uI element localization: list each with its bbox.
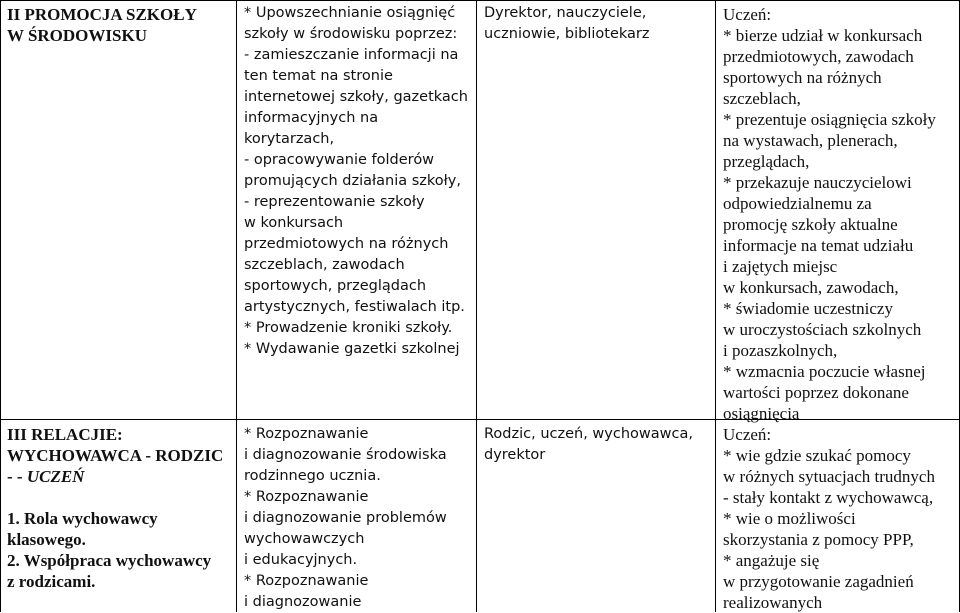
text-line: 2. Współpraca wychowawcy [7, 551, 212, 570]
text-line: ten temat na stronie [244, 68, 393, 84]
text-line: przedmiotowych, zawodach [723, 47, 914, 66]
text-line: 1. Rola wychowawcy [7, 509, 158, 528]
title-prefix: - - [7, 467, 27, 486]
text-line: dyrektor [484, 447, 546, 463]
text-line: * Upowszechnianie osiągnięć [244, 5, 456, 21]
text-line: III RELACJIE: [7, 425, 123, 444]
text-line: W ŚRODOWISKU [7, 26, 147, 45]
text-line: odpowiedzialnemu za [723, 194, 872, 213]
relacje-title-line3 [7, 466, 229, 487]
text-line: z rodzicami. [7, 572, 96, 591]
text-line: - opracowywanie folderów [244, 152, 435, 168]
text-line: - zamieszczanie informacji na [244, 47, 459, 63]
text-line: * świadomie uczestniczy [723, 299, 893, 318]
text-line: * Prowadzenie kroniki szkoły. [244, 320, 453, 336]
text-line: w uroczystościach szkolnych [723, 320, 922, 339]
text-line: - stały kontakt z wychowawcą, [723, 488, 934, 507]
text-line: korytarzach, [244, 131, 335, 147]
text-line: Dyrektor, nauczyciele, [484, 5, 647, 21]
text-line: wychowawczych [244, 531, 365, 547]
title-italic: UCZEŃ [26, 467, 85, 486]
text-line: * angażuje się [723, 551, 820, 570]
text-line: informacyjnych na [244, 110, 379, 126]
text-line: internetowej szkoły, gazetkach [244, 89, 468, 105]
text-line: * wzmacnia poczucie własnej [723, 362, 926, 381]
text-line: i edukacyjnych. [244, 552, 358, 568]
text-line: wartości poprzez dokonane [723, 383, 909, 402]
text-line: i pozaszkolnych, [723, 341, 838, 360]
outcomes-relacje [723, 424, 956, 613]
activities-relacje [244, 424, 469, 613]
text-line: * Rozpoznawanie [244, 489, 369, 505]
text-line: osiągnięcia [723, 404, 800, 423]
text-line: w różnych sytuacjach trudnych [723, 467, 935, 486]
text-line: WYCHOWAWCA - RODZIC [7, 446, 224, 465]
table-border-top [0, 0, 960, 1]
text-line: informacje na temat udziału [723, 236, 914, 255]
text-line: klasowego. [7, 530, 86, 549]
column-divider-3 [715, 0, 716, 612]
text-line: * bierze udział w konkursach [723, 26, 923, 45]
text-line: - reprezentowanie szkoły [244, 194, 425, 210]
text-line: * Rozpoznawanie [244, 573, 369, 589]
section-title-promocja [7, 4, 229, 46]
text-line: sportowych, przeglądach [244, 278, 427, 294]
activities-promocja [244, 3, 469, 360]
text-line: przeglądach, [723, 152, 810, 171]
text-line: realizowanych [723, 593, 823, 612]
section-title-relacje [7, 424, 229, 592]
text-line: * Rozpoznawanie [244, 426, 369, 442]
outcomes-list [723, 25, 956, 424]
column-divider-1 [236, 0, 237, 612]
text-line: i zajętych miejsc [723, 257, 838, 276]
text-line: w przygotowanie zagadnień [723, 572, 914, 591]
text-line: * prezentuje osiągnięcia szkoły [723, 110, 936, 129]
text-line: sportowych na różnych [723, 68, 882, 87]
text-line: promujących działania szkoły, [244, 173, 461, 189]
student-label-2: Uczeń: [723, 425, 772, 444]
text-line: w konkursach [244, 215, 344, 231]
responsible-promocja [484, 3, 709, 45]
text-line: szkoły w środowisku poprzez: [244, 26, 458, 42]
student-label: Uczeń: [723, 5, 772, 24]
text-line: * Wydawanie gazetki szkolnej [244, 341, 460, 357]
text-line: w konkursach, zawodach, [723, 278, 899, 297]
text-line: szczeblach, zawodach [244, 257, 405, 273]
text-line: przedmiotowych na różnych [244, 236, 449, 252]
text-line: Rodzic, uczeń, wychowawca, [484, 426, 693, 442]
text-line: szczeblach, [723, 89, 801, 108]
text-line: na wystawach, plenerach, [723, 131, 898, 150]
text-line: * przekazuje nauczycielowi [723, 173, 912, 192]
outcomes-list-2 [723, 445, 956, 613]
text-line: II PROMOCJA SZKOŁY [7, 5, 197, 24]
text-line: promocję szkoły aktualne [723, 215, 898, 234]
relacje-title [7, 424, 229, 466]
text-line: rodzinnego ucznia. [244, 468, 381, 484]
text-line: artystycznych, festiwalach itp. [244, 299, 465, 315]
text-line: uczniowie, bibliotekarz [484, 26, 650, 42]
outcomes-promocja [723, 4, 956, 424]
text-line: i diagnozowanie środowiska [244, 447, 447, 463]
text-line: * wie gdzie szukać pomocy [723, 446, 911, 465]
text-line: i diagnozowanie problemów [244, 510, 447, 526]
column-divider-2 [476, 0, 477, 612]
table-border-left [0, 0, 1, 612]
responsible-relacje [484, 424, 709, 466]
relacje-items [7, 508, 229, 592]
text-line: i diagnozowanie [244, 594, 362, 610]
text-line: skorzystania z pomocy PPP, [723, 530, 914, 549]
text-line: * wie o możliwości [723, 509, 856, 528]
